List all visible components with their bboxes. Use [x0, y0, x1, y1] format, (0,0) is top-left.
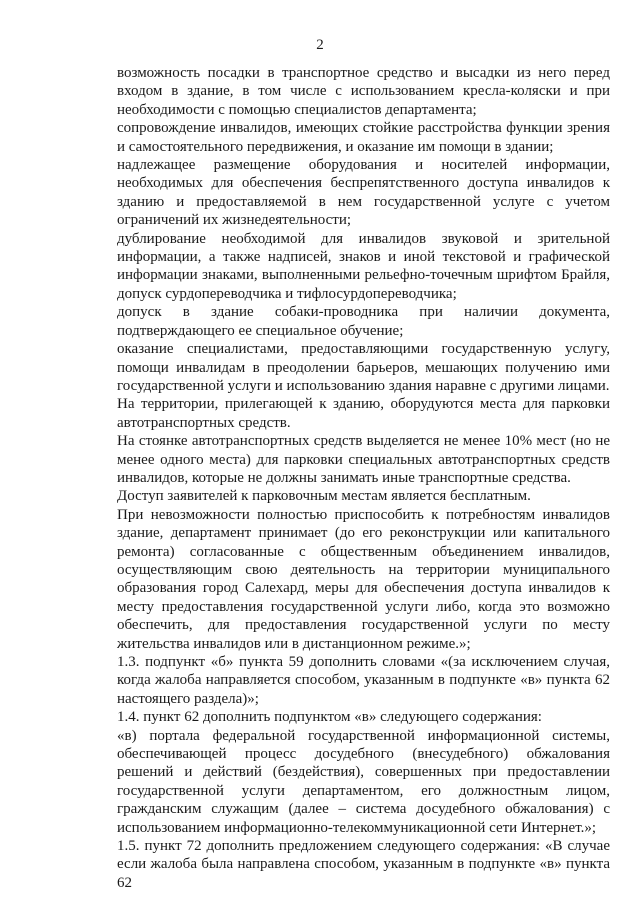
paragraph-equipment-placement: надлежащее размещение оборудования и носителей информации, необходимых для обеспечения беспрепятственного доступа инвалидов к зданию и предоставляемой в нем государственной услуге с учетом ограничений их жизнедеятельности;	[117, 157, 610, 229]
paragraph-parking-free: Доступ заявителей к парковочным местам является бесплатным.	[117, 488, 531, 505]
paragraph-amendment-1-5: 1.5. пункт 72 дополнить предложением следующего содержания: «В случае если жалоба была направлена способом, указанным в подпункте «в» пункта 62	[117, 838, 610, 891]
paragraph-amendment-1-4: 1.4. пункт 62 дополнить подпунктом «в» следующего содержания:	[117, 709, 542, 726]
paragraph-boarding-vehicle: возможность посадки в транспортное средство и высадки из него перед входом в здание, в том числе с использованием кресла-коляски и при необходимости с помощью специалистов департамента;	[117, 65, 610, 118]
paragraph-portal-subclause: «в) портала федеральной государственной информационной системы, обеспечивающей процесс досудебного (внесудебного) обжалования решений и действий (бездействия), совершенных при предоставлении государственной услуги департаментом, его должностным лицом, гражданским служащим (далее – система досудебного обжалования) с использованием информационно-телекоммуникационной сети Интернет.»;	[117, 727, 610, 836]
paragraph-specialist-assistance: оказание специалистами, предоставляющими государственную услугу, помощи инвалидам в преодолении барьеров, мешающих получению ими государственной услуги и использованию здания наравне с другими лицами.	[117, 341, 610, 394]
paragraph-escort-disabled: сопровождение инвалидов, имеющих стойкие расстройства функции зрения и самостоятельного передвижения, и оказание им помощи в здании;	[117, 120, 610, 155]
paragraph-parking-quota: На стоянке автотранспортных средств выделяется не менее 10% мест (но не менее одного места) для парковки специальных автотранспортных средств инвалидов, которые не должны занимать иные транспортные средства.	[117, 433, 610, 486]
paragraph-guide-dog: допуск в здание собаки-проводника при наличии документа, подтверждающего ее специальное обучение;	[117, 304, 610, 339]
paragraph-amendment-1-3: 1.3. подпункт «б» пункта 59 дополнить словами «(за исключением случая, когда жалоба направляется способом, указанным в подпункте «в» пункта 62 настоящего раздела)»;	[117, 654, 610, 707]
document-body	[117, 64, 610, 892]
paragraph-parking-territory: На территории, прилегающей к зданию, оборудуются места для парковки автотранспортных средств.	[117, 396, 610, 431]
page-number: 2	[316, 37, 324, 53]
paragraph-building-adaptation: При невозможности полностью приспособить к потребностям инвалидов здание, департамент принимает (до его реконструкции или капитального ремонта) согласованные с общественным объединением инвалидов, осуществляющим свою деятельность на территории муниципального образования город Салехард, меры для обеспечения доступа инвалидов к месту предоставления государственной услуги либо, когда это возможно обеспечить, для предоставления государственной услуги по месту жительства инвалидов или в дистанционном режиме.»;	[117, 506, 610, 652]
paragraph-duplication-info: дублирование необходимой для инвалидов звуковой и зрительной информации, а также надписей, знаков и иной текстовой и графической информации знаками, выполненными рельефно-точечным шрифтом Брайля, допуск сурдопереводчика и тифлосурдопереводчика;	[117, 230, 610, 302]
